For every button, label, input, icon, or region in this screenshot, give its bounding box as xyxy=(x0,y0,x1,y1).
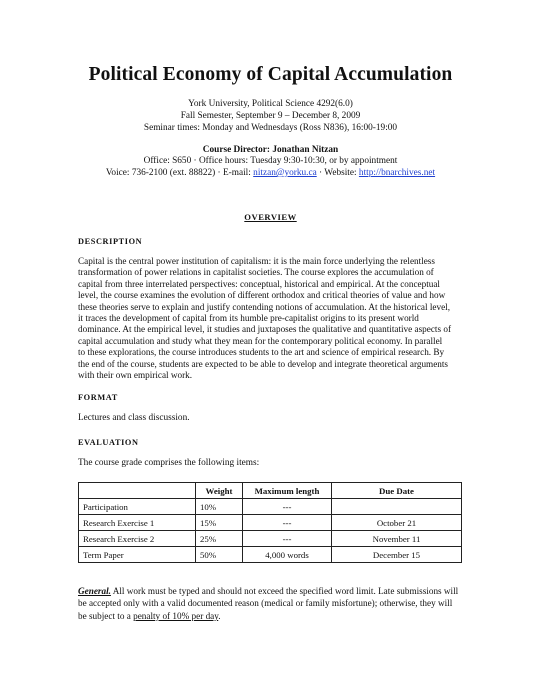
table-cell-item: Term Paper xyxy=(79,547,196,563)
description-line: capital accumulation and study what they mean for the contemporary political economy. In parallel xyxy=(78,335,443,346)
description-line: to these explorations, the course introduces students to the art and science of empirical research. By xyxy=(78,347,445,358)
table-cell-length: --- xyxy=(243,499,332,515)
table-cell-length: --- xyxy=(243,515,332,531)
general-text: be subject to a xyxy=(78,610,134,621)
course-director-line: Course Director: Jonathan Nitzan xyxy=(202,145,339,155)
contact-line xyxy=(0,168,541,179)
general-text: All work must be typed and should not exceed the specified word limit. Late submissions will xyxy=(110,586,459,596)
table-cell-length: --- xyxy=(243,531,332,547)
description-line: capital from three interrelated perspectives: conceptual, historical and empirical. At the conceptual xyxy=(78,278,440,289)
description-line: Capital is the central power institution of capitalism: it is the main force underlying the relentless xyxy=(78,256,435,266)
general-line: be accepted only with a valid documented reason (medical or family misfortune); otherwise, they will xyxy=(78,598,453,609)
evaluation-intro: The course grade comprises the following items: xyxy=(78,458,260,468)
description-paragraph xyxy=(78,256,462,381)
description-heading: DESCRIPTION xyxy=(78,237,143,246)
column-header-max-length: Maximum length xyxy=(243,483,332,499)
general-note xyxy=(78,585,462,622)
evaluation-heading: EVALUATION xyxy=(78,438,139,447)
general-line xyxy=(78,610,462,622)
website-link[interactable]: http://bnarchives.net xyxy=(358,168,436,178)
table-cell-weight: 15% xyxy=(196,515,243,531)
description-line: level, the course examines the evolution of different orthodox and critical theories of value and how xyxy=(78,290,446,301)
table-row xyxy=(79,499,462,515)
page-title: Political Economy of Capital Accumulation xyxy=(88,64,453,85)
general-text: . xyxy=(218,610,221,621)
format-text: Lectures and class discussion. xyxy=(78,413,190,423)
table-cell-item: Research Exercise 1 xyxy=(79,515,196,531)
general-line xyxy=(78,585,462,597)
table-cell-date: November 11 xyxy=(332,531,462,547)
voice-text: Voice: 736-2100 (ext. 88822) · E-mail: xyxy=(105,168,254,178)
table-cell-weight: 25% xyxy=(196,531,243,547)
table-cell-date: December 15 xyxy=(332,547,462,563)
table-row xyxy=(79,547,462,563)
table-cell-weight: 10% xyxy=(196,499,243,515)
column-header xyxy=(79,483,196,499)
email-link[interactable]: nitzan@yorku.ca xyxy=(253,168,317,178)
table-row xyxy=(79,531,462,547)
table-row xyxy=(79,515,462,531)
description-line: it traces the development of capital from its humble pre-capitalist origins to its present world xyxy=(78,312,419,323)
description-line: with their own empirical work. xyxy=(78,369,193,380)
table-cell-date xyxy=(332,499,462,515)
table-cell-item: Participation xyxy=(79,499,196,515)
format-heading: FORMAT xyxy=(78,393,118,402)
grades-table xyxy=(78,482,462,563)
semester-line: Fall Semester, September 9 – December 8, 2009 xyxy=(180,111,361,121)
general-label: General. xyxy=(78,586,111,596)
column-header-due-date: Due Date xyxy=(332,483,462,499)
office-line: Office: S650 · Office hours: Tuesday 9:30-10:30, or by appointment xyxy=(143,156,398,166)
overview-heading: OVERVIEW xyxy=(244,212,297,222)
seminar-times-line: Seminar times: Monday and Wednesdays (Ross N836), 16:00-19:00 xyxy=(143,123,398,133)
column-header-weight: Weight xyxy=(196,483,243,499)
table-cell-length: 4,000 words xyxy=(243,547,332,563)
description-line: the end of the course, students are expected to be able to develop and integrate theoretical arguments xyxy=(78,358,448,369)
table-cell-date: October 21 xyxy=(332,515,462,531)
course-info-line: York University, Political Science 4292(6.0) xyxy=(188,99,353,109)
table-cell-item: Research Exercise 2 xyxy=(79,531,196,547)
table-header-row xyxy=(79,483,462,499)
description-line: dominance. At the empirical level, it studies and juxtaposes the qualitative and quantitative aspects of xyxy=(78,324,452,335)
description-line: transformation of power relations in capitalist societies. The course explores the accumulation of xyxy=(78,267,434,278)
table-cell-weight: 50% xyxy=(196,547,243,563)
description-line: these theories serve to explain and justify contending notions of accumulation. At the historical level, xyxy=(78,301,450,312)
website-label: · Website: xyxy=(316,168,359,178)
late-penalty-text: penalty of 10% per day xyxy=(133,610,219,621)
